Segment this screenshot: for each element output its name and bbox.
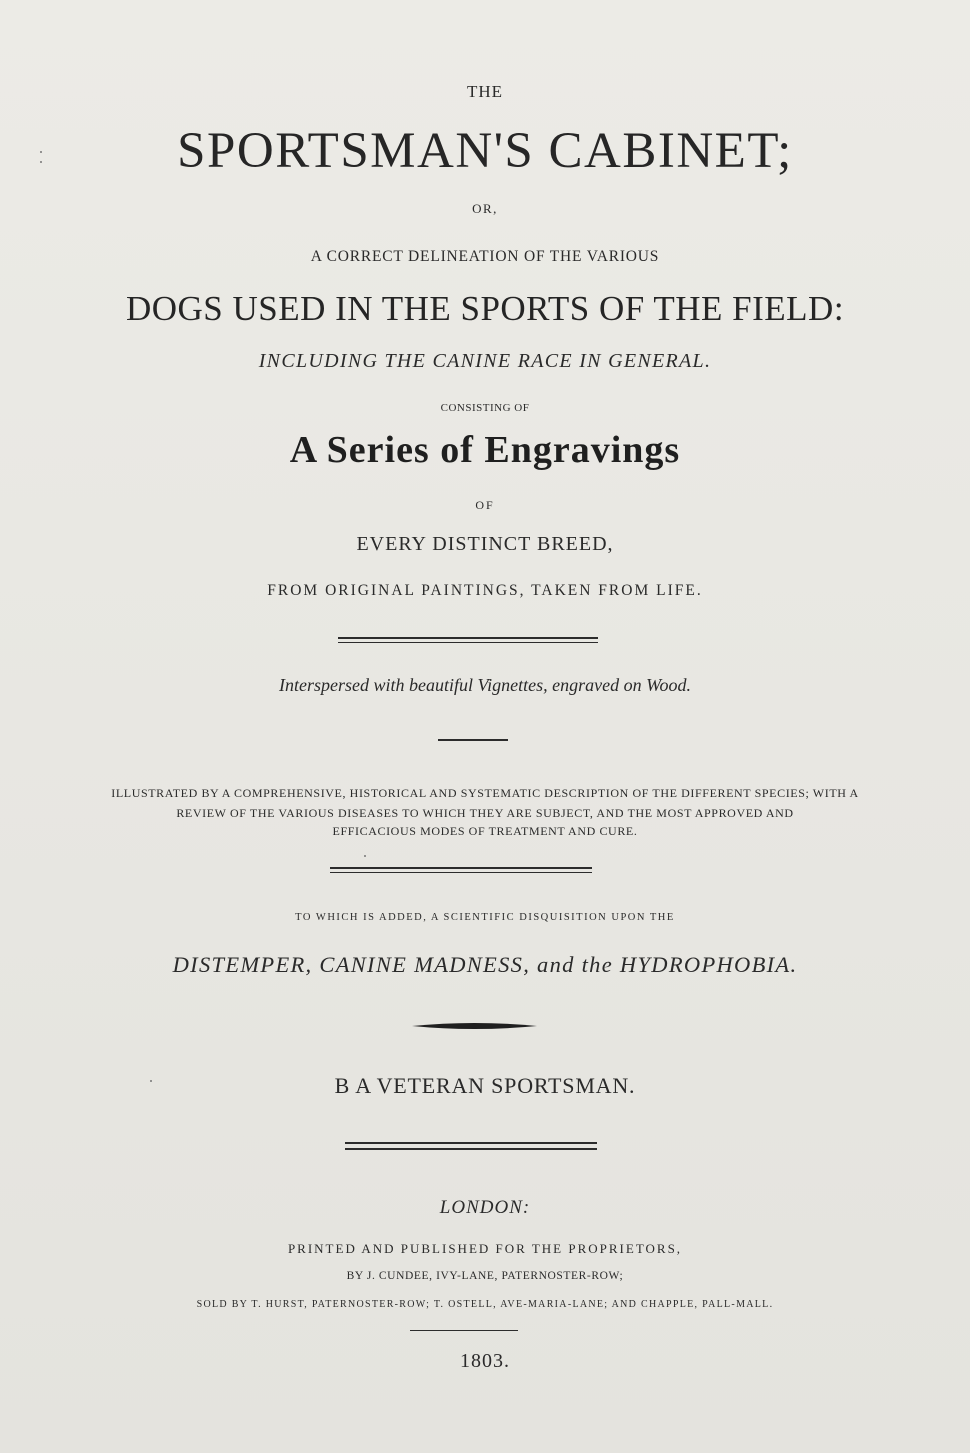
imprint-year: 1803. xyxy=(460,1350,510,1372)
paper-speck xyxy=(40,151,42,153)
imprint-london: LONDON: xyxy=(439,1197,531,1218)
subtitle-delineation: A CORRECT DELINEATION OF THE VARIOUS xyxy=(310,248,660,265)
author-line: B A VETERAN SPORTSMAN. xyxy=(334,1073,636,1098)
from-original-paintings: FROM ORIGINAL PAINTINGS, TAKEN FROM LIFE. xyxy=(267,582,703,599)
double-rule-3 xyxy=(345,1142,597,1150)
subtitle-dogs: DOGS USED IN THE SPORTS OF THE FIELD: xyxy=(125,289,845,328)
series-of-engravings: A Series of Engravings xyxy=(289,429,681,471)
distemper-line: DISTEMPER, CANINE MADNESS, and the HYDROPHOBIA. xyxy=(172,952,798,977)
paper-speck xyxy=(364,855,366,857)
imprint-rule xyxy=(410,1330,518,1331)
main-title: SPORTSMAN'S CABINET; xyxy=(177,123,793,179)
short-rule xyxy=(438,739,508,741)
imprint-sold: SOLD BY T. HURST, PATERNOSTER-ROW; T. OSTELL, AVE-MARIA-LANE; AND CHAPPLE, PALL-MALL. xyxy=(196,1299,774,1310)
interspersed-line: Interspersed with beautiful Vignettes, engraved on Wood. xyxy=(279,675,691,695)
illustrated-line-3: EFFICACIOUS MODES OF TREATMENT AND CURE. xyxy=(332,824,638,838)
illustrated-line-2: REVIEW OF THE VARIOUS DISEASES TO WHICH THEY ARE SUBJECT, AND THE MOST APPROVED AND xyxy=(176,806,794,820)
illustrated-line-1: ILLUSTRATED BY A COMPREHENSIVE, HISTORICAL AND SYSTEMATIC DESCRIPTION OF THE DIFFERENT SPECIES; WITH A xyxy=(111,786,859,800)
paper-speck xyxy=(150,1080,152,1082)
of-line: OF xyxy=(475,498,495,512)
title-the: THE xyxy=(466,82,504,101)
imprint-printed: PRINTED AND PUBLISHED FOR THE PROPRIETORS, xyxy=(287,1241,683,1256)
double-rule-2 xyxy=(330,867,592,873)
swelled-rule xyxy=(412,1020,537,1032)
paper-speck xyxy=(40,161,42,163)
to-which-is-added: TO WHICH IS ADDED, A SCIENTIFIC DISQUISITION UPON THE xyxy=(295,912,675,923)
double-rule-1 xyxy=(338,637,598,643)
consisting-of: CONSISTING OF xyxy=(440,402,530,414)
or-line: OR, xyxy=(472,201,498,216)
imprint-cundee: BY J. CUNDEE, IVY-LANE, PATERNOSTER-ROW; xyxy=(346,1270,624,1282)
subtitle-including: INCLUDING THE CANINE RACE IN GENERAL. xyxy=(258,350,712,372)
every-distinct-breed: EVERY DISTINCT BREED, xyxy=(356,533,614,555)
